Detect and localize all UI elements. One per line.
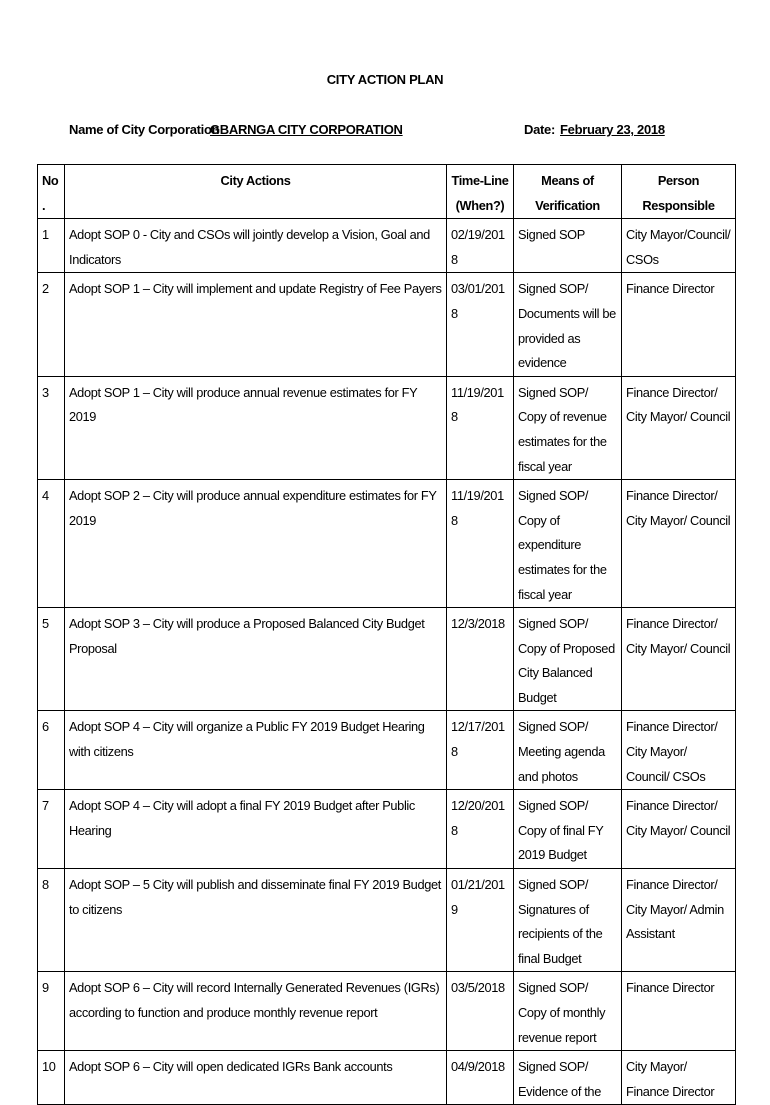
table-row [38,972,736,1051]
cell-no: 7 [38,790,65,869]
date-label: Date: [524,122,556,137]
date-value: February 23, 2018 [560,122,665,137]
cell-no: 4 [38,480,65,608]
cell-means-of-verification: Signed SOP/ Copy of monthly revenue report [514,972,622,1051]
cell-person-responsible: City Mayor/ Finance Director [622,1051,736,1105]
cell-means-of-verification: Signed SOP/ Copy of Proposed City Balanced Budget [514,608,622,711]
cell-timeline: 12/20/2018 [447,790,514,869]
cell-no: 6 [38,711,65,790]
cell-no: 5 [38,608,65,711]
cell-city-action: Adopt SOP 6 – City will record Internally Generated Revenues (IGRs) according to function and produce monthly revenue report [65,972,447,1051]
header-person-responsible: Person Responsible [622,165,736,219]
header-means-of-verification: Means of Verification [514,165,622,219]
cell-means-of-verification: Signed SOP/ Documents will be provided as evidence [514,273,622,376]
table-header-row [38,165,736,219]
cell-no: 8 [38,869,65,972]
table-row [38,1051,736,1105]
action-plan-table [37,164,736,1105]
cell-means-of-verification: Signed SOP [514,219,622,273]
cell-timeline: 02/19/2018 [447,219,514,273]
cell-city-action: Adopt SOP 2 – City will produce annual expenditure estimates for FY 2019 [65,480,447,608]
cell-no: 9 [38,972,65,1051]
cell-person-responsible: Finance Director/ City Mayor/ Council [622,790,736,869]
table-row [38,376,736,479]
cell-means-of-verification: Signed SOP/ Meeting agenda and photos [514,711,622,790]
cell-person-responsible: City Mayor/Council/ CSOs [622,219,736,273]
table-row [38,790,736,869]
cell-person-responsible: Finance Director [622,273,736,376]
header-no: No. [38,165,65,219]
table-row [38,608,736,711]
cell-means-of-verification: Signed SOP/ Evidence of the [514,1051,622,1105]
cell-timeline: 11/19/2018 [447,480,514,608]
table-row [38,869,736,972]
cell-timeline: 03/5/2018 [447,972,514,1051]
header-city-actions: City Actions [65,165,447,219]
header-timeline: Time-Line (When?) [447,165,514,219]
table-row [38,273,736,376]
cell-no: 10 [38,1051,65,1105]
cell-city-action: Adopt SOP 1 – City will implement and update Registry of Fee Payers [65,273,447,376]
cell-person-responsible: Finance Director/ City Mayor/ Council [622,376,736,479]
cell-no: 2 [38,273,65,376]
table-row [38,219,736,273]
page-title: CITY ACTION PLAN [326,72,444,87]
cell-city-action: Adopt SOP 0 - City and CSOs will jointly develop a Vision, Goal and Indicators [65,219,447,273]
cell-timeline: 12/17/2018 [447,711,514,790]
corp-label: Name of City Corporation [69,122,220,137]
cell-no: 1 [38,219,65,273]
cell-means-of-verification: Signed SOP/ Copy of revenue estimates for the fiscal year [514,376,622,479]
cell-timeline: 01/21/2019 [447,869,514,972]
cell-city-action: Adopt SOP – 5 City will publish and disseminate final FY 2019 Budget to citizens [65,869,447,972]
cell-means-of-verification: Signed SOP/ Signatures of recipients of the final Budget [514,869,622,972]
cell-person-responsible: Finance Director [622,972,736,1051]
cell-person-responsible: Finance Director/ City Mayor/ Council [622,480,736,608]
cell-means-of-verification: Signed SOP/ Copy of final FY 2019 Budget [514,790,622,869]
cell-person-responsible: Finance Director/ City Mayor/ Council [622,608,736,711]
cell-timeline: 11/19/2018 [447,376,514,479]
table-row [38,480,736,608]
cell-timeline: 04/9/2018 [447,1051,514,1105]
cell-means-of-verification: Signed SOP/ Copy of expenditure estimates for the fiscal year [514,480,622,608]
cell-city-action: Adopt SOP 3 – City will produce a Proposed Balanced City Budget Proposal [65,608,447,711]
cell-city-action: Adopt SOP 1 – City will produce annual revenue estimates for FY 2019 [65,376,447,479]
table-row [38,711,736,790]
corp-value: GBARNGA CITY CORPORATION [210,122,403,137]
cell-timeline: 12/3/2018 [447,608,514,711]
cell-city-action: Adopt SOP 6 – City will open dedicated IGRs Bank accounts [65,1051,447,1105]
cell-city-action: Adopt SOP 4 – City will adopt a final FY 2019 Budget after Public Hearing [65,790,447,869]
cell-city-action: Adopt SOP 4 – City will organize a Public FY 2019 Budget Hearing with citizens [65,711,447,790]
cell-person-responsible: Finance Director/ City Mayor/ Admin Assistant [622,869,736,972]
cell-timeline: 03/01/2018 [447,273,514,376]
cell-person-responsible: Finance Director/ City Mayor/ Council/ CSOs [622,711,736,790]
cell-no: 3 [38,376,65,479]
